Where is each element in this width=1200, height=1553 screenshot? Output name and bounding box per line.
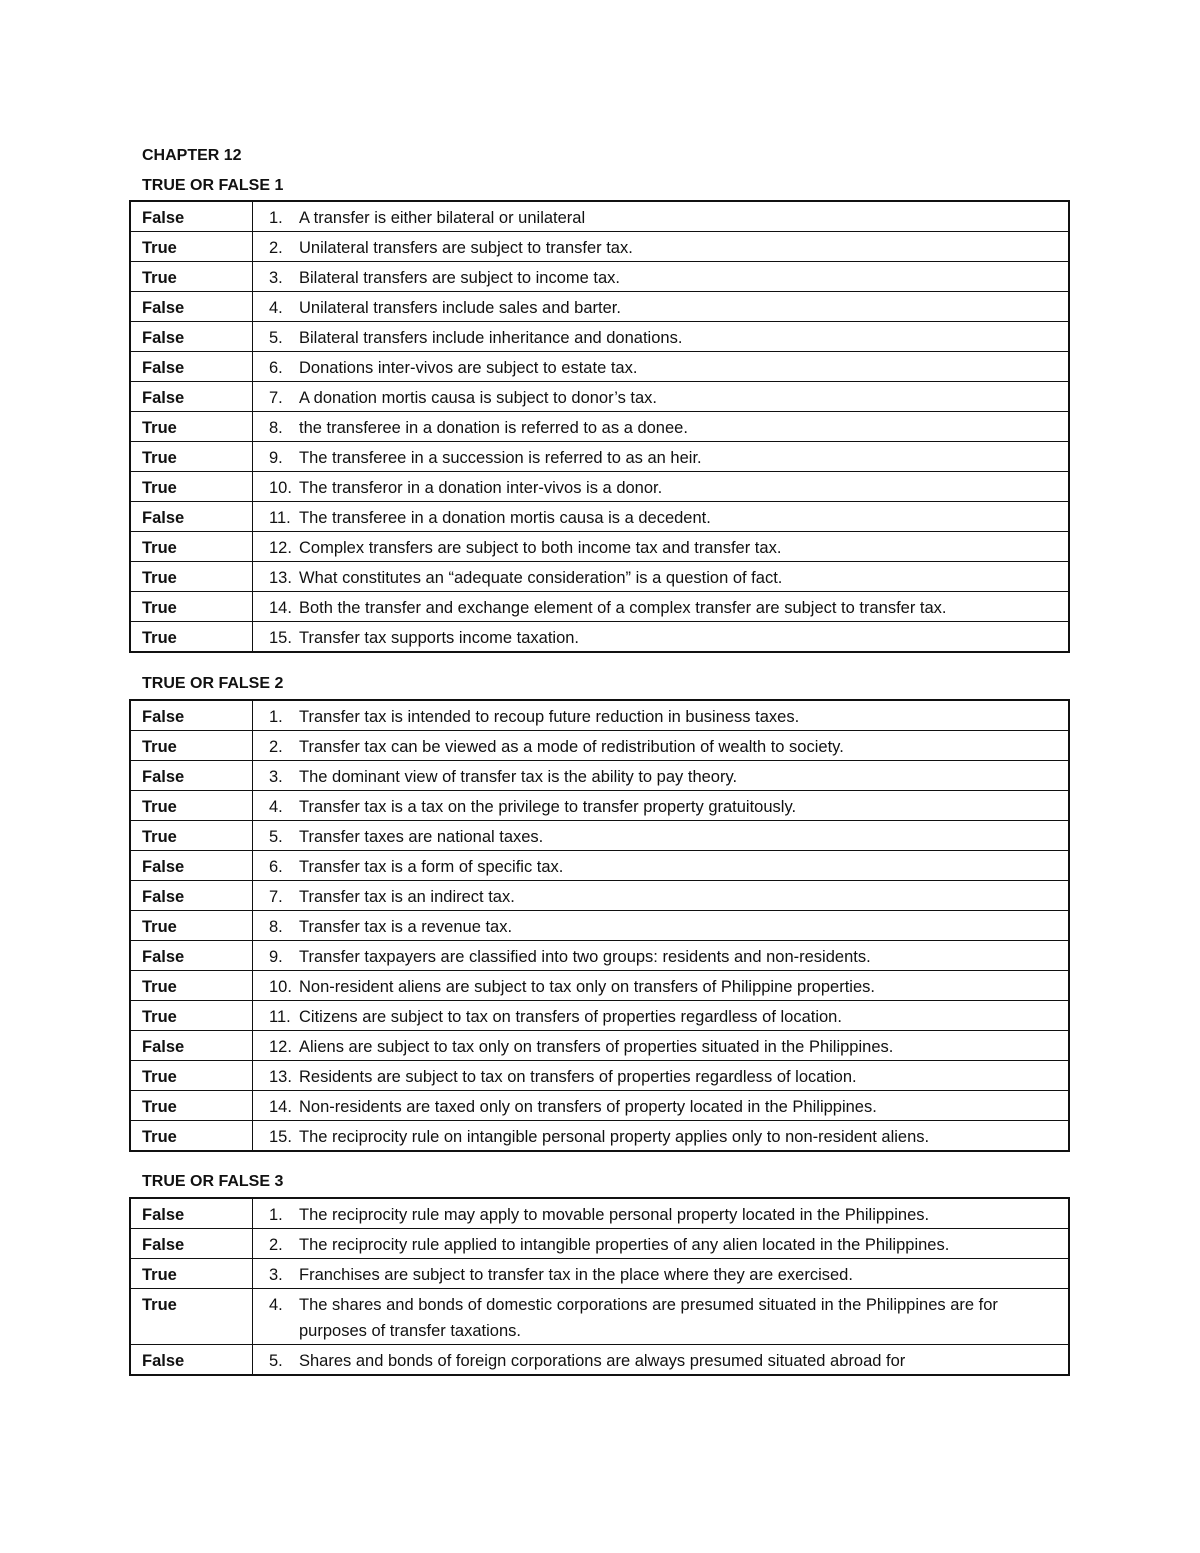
answer-cell: True (131, 532, 253, 561)
statement-cell (253, 1229, 1068, 1258)
answer-cell: False (131, 382, 253, 411)
table-row (131, 1060, 1068, 1090)
statement-number: 3. (269, 1266, 283, 1284)
answer-cell: True (131, 562, 253, 591)
statement-text: Transfer tax is a tax on the privilege to transfer property gratuitously. (299, 798, 797, 816)
statement-text: Transfer tax supports income taxation. (299, 629, 580, 647)
statement-number: 11. (269, 1008, 291, 1026)
true-false-table (129, 200, 1070, 653)
statement-cell (253, 592, 1068, 621)
statement-text: Bilateral transfers are subject to income tax. (299, 269, 620, 287)
table-row (131, 471, 1068, 501)
table-row (131, 1120, 1068, 1150)
table-row (131, 591, 1068, 621)
statement-cell (253, 532, 1068, 561)
statement-number: 2. (269, 239, 283, 257)
statement-text: The transferee in a donation mortis causa is a decedent. (299, 509, 711, 527)
statement-text: Transfer tax is a form of specific tax. (299, 858, 564, 876)
statement-text: Transfer tax is a revenue tax. (299, 918, 513, 936)
answer-cell: True (131, 262, 253, 291)
answer-cell: True (131, 971, 253, 1000)
statement-number: 2. (269, 1236, 283, 1254)
statement-cell (253, 1345, 1068, 1374)
statement-cell (253, 821, 1068, 850)
statement-cell (253, 232, 1068, 261)
statement-number: 9. (269, 948, 283, 966)
statement-number: 12. (269, 1038, 292, 1056)
table-row (131, 561, 1068, 591)
statement-text: Transfer tax is intended to recoup future reduction in business taxes. (299, 708, 800, 726)
statement-number: 11. (269, 509, 291, 527)
table-row (131, 1000, 1068, 1030)
statement-cell (253, 1091, 1068, 1120)
statement-number: 15. (269, 629, 292, 647)
answer-cell: False (131, 941, 253, 970)
chapter-title: CHAPTER 12 (142, 147, 242, 164)
table-row (131, 1030, 1068, 1060)
statement-number: 4. (269, 798, 283, 816)
statement-number: 14. (269, 599, 292, 617)
answer-cell: True (131, 412, 253, 441)
statement-text: Both the transfer and exchange element of a complex transfer are subject to transfer tax. (299, 599, 947, 617)
statement-cell (253, 911, 1068, 940)
statement-text: Complex transfers are subject to both income tax and transfer tax. (299, 539, 782, 557)
statement-cell (253, 1289, 1068, 1344)
answer-cell: False (131, 352, 253, 381)
statement-number: 15. (269, 1128, 292, 1146)
statement-number: 10. (269, 978, 292, 996)
statement-text: Transfer taxes are national taxes. (299, 828, 544, 846)
answer-cell: True (131, 821, 253, 850)
statement-number: 4. (269, 299, 283, 317)
statement-text: Unilateral transfers are subject to transfer tax. (299, 239, 633, 257)
statement-cell (253, 382, 1068, 411)
section-heading: TRUE OR FALSE 3 (142, 1173, 284, 1190)
statement-text: The shares and bonds of domestic corporations are presumed situated in the Philippines are for purposes of transfer taxations. (299, 1296, 998, 1340)
table-row (131, 730, 1068, 760)
table-row (131, 940, 1068, 970)
table-row (131, 351, 1068, 381)
table-row (131, 381, 1068, 411)
answer-cell: False (131, 292, 253, 321)
statement-text: Transfer taxpayers are classified into two groups: residents and non-residents. (299, 948, 871, 966)
table-row (131, 1288, 1068, 1344)
statement-cell (253, 851, 1068, 880)
statement-text: A transfer is either bilateral or unilateral (299, 209, 586, 227)
statement-text: Residents are subject to tax on transfers of properties regardless of location. (299, 1068, 857, 1086)
table-row (131, 231, 1068, 261)
statement-text: Shares and bonds of foreign corporations are always presumed situated abroad for (299, 1352, 906, 1370)
answer-cell: True (131, 1061, 253, 1090)
statement-number: 1. (269, 209, 283, 227)
statement-number: 3. (269, 269, 283, 287)
statement-cell (253, 292, 1068, 321)
statement-text: the transferee in a donation is referred to as a donee. (299, 419, 688, 437)
statement-cell (253, 761, 1068, 790)
statement-cell (253, 971, 1068, 1000)
statement-text: Non-residents are taxed only on transfers of property located in the Philippines. (299, 1098, 877, 1116)
statement-number: 4. (269, 1296, 283, 1314)
answer-cell: True (131, 731, 253, 760)
statement-text: Franchises are subject to transfer tax in the place where they are exercised. (299, 1266, 853, 1284)
statement-cell (253, 1001, 1068, 1030)
statement-cell (253, 352, 1068, 381)
statement-text: The reciprocity rule applied to intangible properties of any alien located in the Philippines. (299, 1236, 950, 1254)
answer-cell: False (131, 851, 253, 880)
statement-cell (253, 941, 1068, 970)
statement-cell (253, 731, 1068, 760)
true-false-table (129, 1197, 1070, 1376)
table-row (131, 910, 1068, 940)
table-row (131, 1199, 1068, 1228)
answer-cell: False (131, 1345, 253, 1374)
statement-number: 6. (269, 858, 283, 876)
statement-cell (253, 562, 1068, 591)
table-row (131, 701, 1068, 730)
statement-cell (253, 881, 1068, 910)
statement-cell (253, 442, 1068, 471)
statement-cell (253, 502, 1068, 531)
statement-number: 10. (269, 479, 292, 497)
statement-cell (253, 262, 1068, 291)
table-row (131, 970, 1068, 1000)
statement-number: 7. (269, 389, 283, 407)
answer-cell: False (131, 202, 253, 231)
answer-cell: True (131, 1121, 253, 1150)
table-row (131, 820, 1068, 850)
statement-cell (253, 791, 1068, 820)
answer-cell: True (131, 622, 253, 651)
statement-text: Citizens are subject to tax on transfers of properties regardless of location. (299, 1008, 842, 1026)
answer-cell: True (131, 1091, 253, 1120)
statement-text: The reciprocity rule on intangible personal property applies only to non-resident aliens. (299, 1128, 930, 1146)
table-row (131, 621, 1068, 651)
statement-number: 3. (269, 768, 283, 786)
statement-number: 5. (269, 329, 283, 347)
answer-cell: True (131, 472, 253, 501)
statement-text: Unilateral transfers include sales and barter. (299, 299, 621, 317)
statement-number: 8. (269, 419, 283, 437)
statement-text: The reciprocity rule may apply to movable personal property located in the Philippines. (299, 1206, 930, 1224)
statement-number: 1. (269, 1206, 283, 1224)
statement-cell (253, 701, 1068, 730)
statement-text: Bilateral transfers include inheritance and donations. (299, 329, 683, 347)
statement-cell (253, 1061, 1068, 1090)
statement-number: 9. (269, 449, 283, 467)
statement-cell (253, 322, 1068, 351)
table-row (131, 501, 1068, 531)
statement-number: 2. (269, 738, 283, 756)
table-row (131, 291, 1068, 321)
answer-cell: True (131, 232, 253, 261)
answer-cell: False (131, 1031, 253, 1060)
answer-cell: False (131, 761, 253, 790)
statement-cell (253, 472, 1068, 501)
table-row (131, 202, 1068, 231)
table-row (131, 321, 1068, 351)
statement-number: 13. (269, 1068, 292, 1086)
answer-cell: False (131, 701, 253, 730)
statement-number: 6. (269, 359, 283, 377)
statement-text: A donation mortis causa is subject to donor’s tax. (299, 389, 658, 407)
answer-cell: False (131, 502, 253, 531)
statement-number: 12. (269, 539, 292, 557)
answer-cell: True (131, 791, 253, 820)
table-row (131, 531, 1068, 561)
answer-cell: False (131, 322, 253, 351)
statement-text: Transfer tax is an indirect tax. (299, 888, 515, 906)
answer-cell: True (131, 1001, 253, 1030)
statement-cell (253, 1259, 1068, 1288)
answer-cell: True (131, 592, 253, 621)
answer-cell: True (131, 442, 253, 471)
answer-cell: True (131, 1259, 253, 1288)
statement-number: 14. (269, 1098, 292, 1116)
true-false-table (129, 699, 1070, 1152)
statement-text: The transferor in a donation inter-vivos is a donor. (299, 479, 663, 497)
table-row (131, 1090, 1068, 1120)
statement-text: Donations inter-vivos are subject to estate tax. (299, 359, 638, 377)
answer-cell: False (131, 1229, 253, 1258)
section-heading: TRUE OR FALSE 2 (142, 675, 284, 692)
statement-number: 1. (269, 708, 283, 726)
statement-cell (253, 1031, 1068, 1060)
answer-cell: True (131, 911, 253, 940)
statement-number: 8. (269, 918, 283, 936)
statement-text: The dominant view of transfer tax is the ability to pay theory. (299, 768, 738, 786)
statement-cell (253, 202, 1068, 231)
table-row (131, 880, 1068, 910)
statement-text: Transfer tax can be viewed as a mode of redistribution of wealth to society. (299, 738, 844, 756)
statement-text: The transferee in a succession is referred to as an heir. (299, 449, 702, 467)
section-heading: TRUE OR FALSE 1 (142, 177, 284, 194)
table-row (131, 411, 1068, 441)
table-row (131, 1258, 1068, 1288)
statement-number: 5. (269, 1352, 283, 1370)
statement-number: 13. (269, 569, 292, 587)
statement-cell (253, 1199, 1068, 1228)
table-row (131, 850, 1068, 880)
statement-cell (253, 622, 1068, 651)
answer-cell: False (131, 881, 253, 910)
table-row (131, 441, 1068, 471)
statement-text: Aliens are subject to tax only on transfers of properties situated in the Philippines. (299, 1038, 894, 1056)
statement-cell (253, 1121, 1068, 1150)
table-row (131, 261, 1068, 291)
table-row (131, 790, 1068, 820)
answer-cell: False (131, 1199, 253, 1228)
statement-cell (253, 412, 1068, 441)
table-row (131, 760, 1068, 790)
statement-text: What constitutes an “adequate consideration” is a question of fact. (299, 569, 783, 587)
statement-text: Non-resident aliens are subject to tax only on transfers of Philippine properties. (299, 978, 875, 996)
statement-number: 5. (269, 828, 283, 846)
table-row (131, 1344, 1068, 1374)
table-row (131, 1228, 1068, 1258)
statement-number: 7. (269, 888, 283, 906)
answer-cell: True (131, 1289, 253, 1344)
